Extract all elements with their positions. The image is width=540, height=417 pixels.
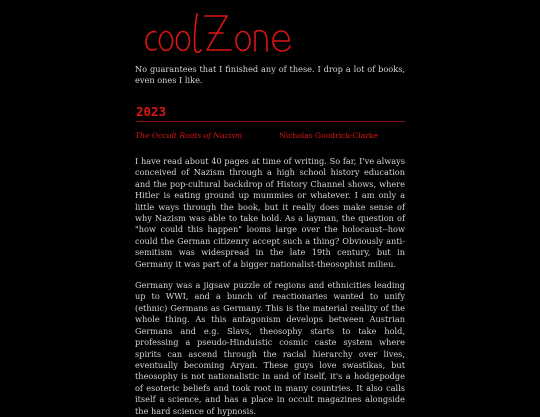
site-logo[interactable]: [143, 10, 297, 58]
intro-text: No guarantees that I finished any of these. I drop a lot of books, even ones I like.: [135, 64, 405, 85]
page-column: [135, 0, 405, 417]
review-paragraph: Germany was a jigsaw puzzle of regions and ethnicities leading up to WWI, and a bunch of reactionaries wanted to unify (ethnic) Germans as Germany. This is the material reality of the whole thing. As this antagonism develops between Austrian Germans and e.g. Slavs, theosophy starts to take hold, professing a pseudo-Hinduistic cosmic caste system where spirits can ascend through the racial hierarchy over lives, eventually becoming Aryan. These guys love swastikas, but theosophy is not nationalistic in and of itself, it's a hodgepodge of esoteric beliefs and took root in many countries. It also calls itself a science, and has a place in occult magazines alongside the hard science of hypnosis.: [135, 280, 405, 416]
year-heading: 2023: [136, 105, 405, 122]
book-entry: [135, 130, 405, 142]
site-header: [135, 0, 405, 60]
book-title: The Occult Roots of Nazism: [135, 131, 243, 140]
book-author: Nicholas Goodrick-Clarke: [279, 131, 378, 140]
review-paragraph: I have read about 40 pages at time of writing. So far, I've always conceived of Nazism through a high school history education and the pop-cultural backdrop of History Channel shows, where Hitler is eating ground up mummies or whatever. I am only a little ways through the book, but it really does make sense of why Nazism was able to take hold. As a layman, the question of "how could this happen" looms large over the holocaust--how could the German citizenry accept such a thing? Obviously anti-semitism was widespread in the late 19th century, but in Germany it was part of a bigger nationalist-theosophist milieu.: [135, 156, 405, 269]
